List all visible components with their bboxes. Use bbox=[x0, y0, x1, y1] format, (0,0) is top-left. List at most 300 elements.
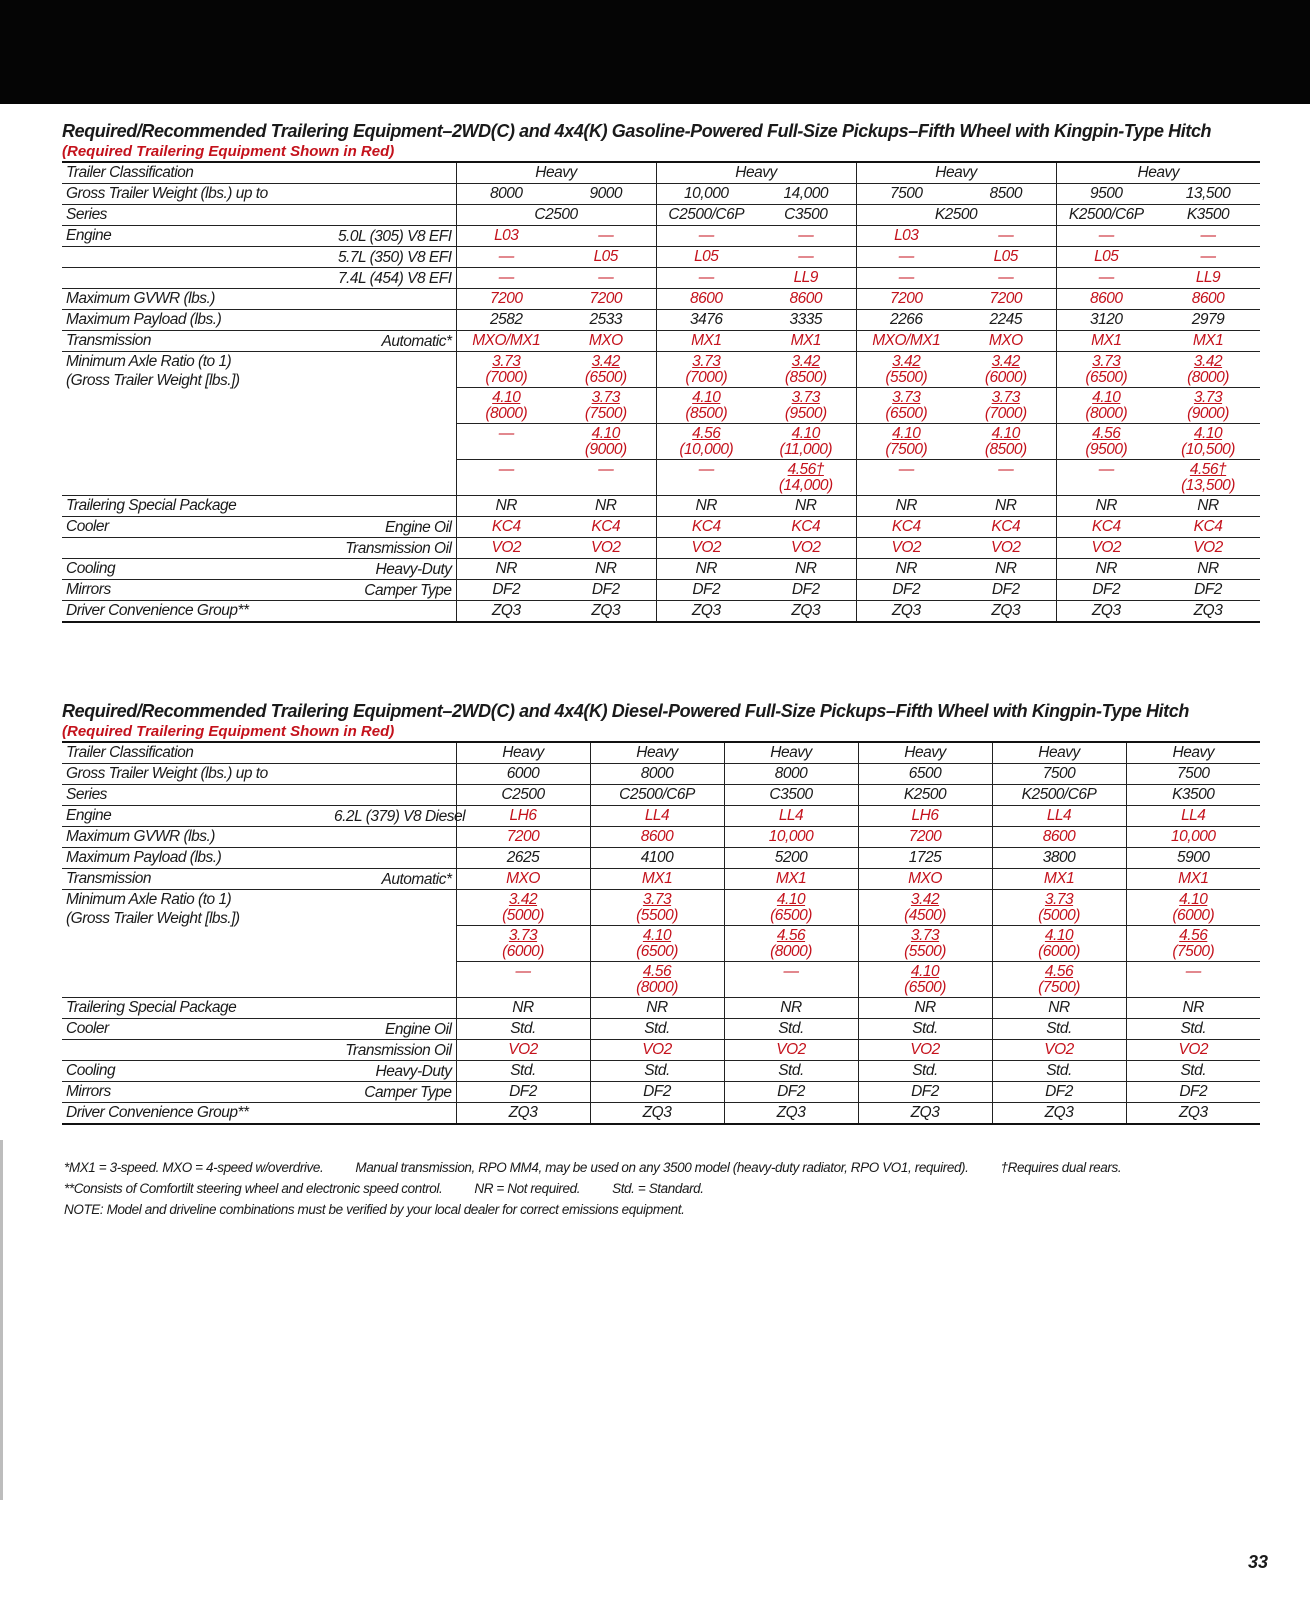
engine-code-cell: — bbox=[556, 268, 656, 289]
gvwr-cell: 7200 bbox=[456, 289, 556, 310]
payload-cell: 1725 bbox=[858, 848, 992, 869]
transmission-cell: MXO/MX1 bbox=[456, 331, 556, 352]
gvwr-cell: 8600 bbox=[992, 827, 1126, 848]
tsp-cell: NR bbox=[756, 496, 856, 517]
tsp-cell: NR bbox=[1126, 998, 1260, 1019]
axle-ratio-weight: (5500) bbox=[904, 943, 946, 960]
row-sublabel: 5.0L (305) V8 EFI bbox=[330, 226, 456, 247]
axle-ratio-weight: (10,000) bbox=[679, 441, 734, 458]
row-sublabel bbox=[330, 785, 456, 806]
row-label: Trailer Classification bbox=[62, 162, 330, 184]
engine-code-cell: L03 bbox=[456, 226, 556, 247]
axle-ratio-cell bbox=[656, 388, 756, 424]
axle-ratio-weight: (6000) bbox=[502, 943, 544, 960]
row-label: Cooler bbox=[62, 1019, 330, 1040]
axle-ratio-cell bbox=[858, 890, 992, 926]
axle-ratio-value: — bbox=[498, 425, 514, 442]
gvwr-cell: 7200 bbox=[856, 289, 956, 310]
payload-cell: 2533 bbox=[556, 310, 656, 331]
trans-oil-cell: VO2 bbox=[856, 538, 956, 559]
row-label: Driver Convenience Group** bbox=[62, 601, 330, 623]
engine-code-cell: L05 bbox=[956, 247, 1056, 268]
row-label: Series bbox=[62, 205, 330, 226]
series-cell: K3500 bbox=[1126, 785, 1260, 806]
footnote-mx: *MX1 = 3-speed. MXO = 4-speed w/overdrive. bbox=[64, 1160, 324, 1175]
mirrors-cell: DF2 bbox=[456, 580, 556, 601]
row-sublabel: Automatic* bbox=[330, 869, 456, 890]
cooling-cell: Std. bbox=[456, 1061, 590, 1082]
payload-cell: 2245 bbox=[956, 310, 1056, 331]
trailer-class-cell: Heavy bbox=[456, 742, 590, 764]
axle-ratio-value: 4.10 bbox=[791, 425, 820, 442]
axle-ratio-value: 4.56 bbox=[642, 963, 672, 980]
trans-oil-cell: VO2 bbox=[590, 1040, 724, 1061]
row-label: Engine bbox=[62, 806, 330, 827]
row-gtw bbox=[62, 764, 1260, 785]
row-label: Trailering Special Package bbox=[62, 496, 330, 517]
engine-oil-cell: KC4 bbox=[956, 517, 1056, 538]
row-engine-5-7 bbox=[62, 247, 1260, 268]
series-cell: C2500/C6P bbox=[656, 205, 756, 226]
series-cell: C3500 bbox=[724, 785, 858, 806]
axle-ratio-cell bbox=[456, 424, 556, 460]
axle-ratio-value: 3.73 bbox=[642, 891, 672, 908]
payload-cell: 2625 bbox=[456, 848, 590, 869]
axle-ratio-cell bbox=[456, 926, 590, 962]
mirrors-cell: DF2 bbox=[1056, 580, 1156, 601]
tsp-cell: NR bbox=[590, 998, 724, 1019]
trailer-class-cell: Heavy bbox=[992, 742, 1126, 764]
axle-ratio-value: 4.10 bbox=[1179, 891, 1208, 908]
axle-ratio-value: 3.73 bbox=[492, 353, 521, 370]
axle-ratio-value: 3.42 bbox=[991, 353, 1020, 370]
tsp-cell: NR bbox=[456, 998, 590, 1019]
axle-ratio-value: 3.73 bbox=[508, 927, 538, 944]
axle-ratio-value: 4.10 bbox=[776, 891, 806, 908]
axle-ratio-cell bbox=[856, 460, 956, 496]
axle-ratio-cell bbox=[1126, 890, 1260, 926]
axle-ratio-stack bbox=[904, 890, 946, 924]
axle-ratio-stack bbox=[885, 352, 927, 386]
row-cooler-engine-oil bbox=[62, 517, 1260, 538]
axle-ratio-value: 4.10 bbox=[692, 389, 721, 406]
trans-oil-cell: VO2 bbox=[858, 1040, 992, 1061]
axle-ratio-value: 3.73 bbox=[591, 389, 620, 406]
engine-oil-cell: KC4 bbox=[1056, 517, 1156, 538]
row-sublabel bbox=[330, 764, 456, 785]
gvwr-cell: 8600 bbox=[756, 289, 856, 310]
axle-ratio-stack bbox=[770, 926, 812, 960]
row-label bbox=[62, 268, 330, 289]
engine-code-cell: — bbox=[956, 268, 1056, 289]
engine-oil-cell: Std. bbox=[992, 1019, 1126, 1040]
axle-ratio-stack bbox=[779, 424, 832, 458]
axle-ratio-cell bbox=[456, 890, 590, 926]
axle-ratio-stack bbox=[904, 926, 946, 960]
row-payload bbox=[62, 310, 1260, 331]
axle-ratio-stack bbox=[1181, 424, 1235, 458]
trans-oil-cell: VO2 bbox=[1156, 538, 1260, 559]
axle-ratio-cell bbox=[556, 424, 656, 460]
series-cell: C2500/C6P bbox=[590, 785, 724, 806]
row-sublabel: Heavy-Duty bbox=[330, 559, 456, 580]
axle-ratio-stack bbox=[1181, 460, 1235, 494]
tsp-cell: NR bbox=[956, 496, 1056, 517]
row-label: Driver Convenience Group** bbox=[62, 1103, 330, 1125]
row-gvwr bbox=[62, 827, 1260, 848]
tsp-cell: NR bbox=[856, 496, 956, 517]
axle-ratio-cell bbox=[590, 926, 724, 962]
axle-ratio-weight: (7000) bbox=[984, 405, 1027, 422]
payload-cell: 5900 bbox=[1126, 848, 1260, 869]
row-label: Gross Trailer Weight (lbs.) up to bbox=[62, 184, 330, 205]
axle-ratio-cell bbox=[1126, 962, 1260, 998]
axle-ratio-stack bbox=[985, 424, 1027, 458]
row-sublabel bbox=[330, 289, 456, 310]
cooling-cell: Std. bbox=[724, 1061, 858, 1082]
row-cooling bbox=[62, 1061, 1260, 1082]
cooling-cell: NR bbox=[656, 559, 756, 580]
axle-ratio-value: 4.56 bbox=[692, 425, 721, 442]
dcg-cell: ZQ3 bbox=[590, 1103, 724, 1125]
dcg-cell: ZQ3 bbox=[656, 601, 756, 623]
axle-ratio-stack bbox=[904, 962, 946, 996]
tsp-cell: NR bbox=[858, 998, 992, 1019]
gtw-cell: 8000 bbox=[724, 764, 858, 785]
axle-ratio-weight: (4500) bbox=[904, 907, 946, 924]
row-dcg bbox=[62, 601, 1260, 623]
row-tsp bbox=[62, 496, 1260, 517]
row-sublabel: Engine Oil bbox=[330, 1019, 456, 1040]
gtw-cell: 7500 bbox=[1126, 764, 1260, 785]
tsp-cell: NR bbox=[1056, 496, 1156, 517]
axle-ratio-value: 4.10 bbox=[1193, 425, 1223, 442]
axle-ratio-weight: (5000) bbox=[1038, 907, 1080, 924]
axle-ratio-stack bbox=[485, 388, 527, 422]
trailer-class-cell: Heavy bbox=[1056, 162, 1260, 184]
axle-ratio-stack bbox=[502, 890, 544, 924]
axle-ratio-cell bbox=[456, 460, 556, 496]
axle-ratio-weight: (6500) bbox=[770, 907, 812, 924]
axle-ratio-cell bbox=[1156, 352, 1260, 388]
row-label: Series bbox=[62, 785, 330, 806]
engine-code-cell: — bbox=[956, 226, 1056, 247]
engine-code-cell: — bbox=[456, 268, 556, 289]
axle-ratio-value: 3.42 bbox=[791, 353, 820, 370]
row-sublabel bbox=[330, 998, 456, 1019]
row-mirrors bbox=[62, 580, 1260, 601]
axle-ratio-value: 4.10 bbox=[910, 963, 940, 980]
dcg-cell: ZQ3 bbox=[1126, 1103, 1260, 1125]
dcg-cell: ZQ3 bbox=[956, 601, 1056, 623]
gtw-cell: 8500 bbox=[956, 184, 1056, 205]
axle-ratio-stack bbox=[1085, 388, 1127, 422]
gtw-cell: 7500 bbox=[992, 764, 1126, 785]
footnote-line-2 bbox=[64, 1178, 1264, 1199]
axle-ratio-cell bbox=[724, 926, 858, 962]
engine-code-cell: — bbox=[1156, 247, 1260, 268]
axle-ratio-stack bbox=[1187, 388, 1229, 422]
row-sublabel: 5.7L (350) V8 EFI bbox=[330, 247, 456, 268]
row-label: Transmission bbox=[62, 869, 330, 890]
trailer-class-cell: Heavy bbox=[1126, 742, 1260, 764]
axle-ratio-cell bbox=[756, 388, 856, 424]
gasoline-section bbox=[62, 120, 1260, 623]
axle-ratio-value: — bbox=[598, 461, 614, 478]
axle-ratio-stack bbox=[1172, 890, 1214, 924]
engine-code-cell: — bbox=[656, 226, 756, 247]
row-series bbox=[62, 785, 1260, 806]
cooling-cell: Std. bbox=[1126, 1061, 1260, 1082]
mirrors-cell: DF2 bbox=[724, 1082, 858, 1103]
axle-ratio-weight: (6500) bbox=[584, 369, 627, 386]
dcg-cell: ZQ3 bbox=[556, 601, 656, 623]
gasoline-spec-table bbox=[62, 161, 1260, 623]
axle-ratio-weight: (14,000) bbox=[778, 477, 833, 494]
axle-ratio-value: 4.56† bbox=[1189, 461, 1227, 478]
axle-ratio-weight: (6000) bbox=[1172, 907, 1215, 924]
axle-ratio-value: 4.10 bbox=[591, 425, 620, 442]
row-sublabel bbox=[330, 1103, 456, 1125]
trailer-class-cell: Heavy bbox=[724, 742, 858, 764]
axle-ratio-value: — bbox=[783, 963, 799, 980]
trans-oil-cell: VO2 bbox=[956, 538, 1056, 559]
engine-oil-cell: Std. bbox=[1126, 1019, 1260, 1040]
row-sublabel: Transmission Oil bbox=[330, 1040, 456, 1061]
dcg-cell: ZQ3 bbox=[456, 601, 556, 623]
row-label bbox=[62, 538, 330, 559]
axle-ratio-value: 3.73 bbox=[791, 389, 820, 406]
mirrors-cell: DF2 bbox=[858, 1082, 992, 1103]
axle-ratio-weight: (5500) bbox=[885, 369, 928, 386]
footnote-line-1 bbox=[64, 1157, 1264, 1178]
axle-ratio-value: — bbox=[698, 461, 714, 478]
diesel-section bbox=[62, 700, 1260, 1125]
axle-ratio-cell bbox=[856, 424, 956, 460]
axle-ratio-weight: (8000) bbox=[1085, 405, 1128, 422]
axle-ratio-value: 4.56 bbox=[1092, 425, 1121, 442]
transmission-cell: MX1 bbox=[1056, 331, 1156, 352]
cooling-cell: NR bbox=[1056, 559, 1156, 580]
trailer-class-cell: Heavy bbox=[856, 162, 1056, 184]
gtw-cell: 8000 bbox=[456, 184, 556, 205]
axle-ratio-weight: (7500) bbox=[1038, 979, 1080, 996]
axle-ratio-value: 4.10 bbox=[892, 425, 921, 442]
transmission-cell: MXO/MX1 bbox=[856, 331, 956, 352]
row-sublabel bbox=[330, 848, 456, 869]
axle-ratio-stack bbox=[585, 388, 627, 422]
engine-code-cell: — bbox=[1056, 226, 1156, 247]
series-cell: C3500 bbox=[756, 205, 856, 226]
gtw-cell: 9500 bbox=[1056, 184, 1156, 205]
gvwr-cell: 10,000 bbox=[1126, 827, 1260, 848]
axle-ratio-cell bbox=[456, 388, 556, 424]
transmission-cell: MXO bbox=[956, 331, 1056, 352]
series-cell: C2500 bbox=[456, 785, 590, 806]
payload-cell: 3476 bbox=[656, 310, 756, 331]
axle-ratio-weight: (6500) bbox=[1085, 369, 1128, 386]
dcg-cell: ZQ3 bbox=[856, 601, 956, 623]
axle-ratio-cell bbox=[858, 926, 992, 962]
axle-ratio-value: 3.73 bbox=[1193, 389, 1223, 406]
trans-oil-cell: VO2 bbox=[724, 1040, 858, 1061]
cooling-cell: Std. bbox=[992, 1061, 1126, 1082]
row-label: Cooling bbox=[62, 1061, 330, 1082]
engine-code-cell: LL4 bbox=[1126, 806, 1260, 827]
engine-code-cell: LL9 bbox=[756, 268, 856, 289]
axle-ratio-label: Minimum Axle Ratio (to 1) bbox=[66, 353, 232, 370]
axle-ratio-stack bbox=[585, 352, 627, 386]
mirrors-cell: DF2 bbox=[992, 1082, 1126, 1103]
row-sublabel bbox=[330, 310, 456, 331]
axle-ratio-weight: (7000) bbox=[685, 369, 728, 386]
axle-ratio-stack bbox=[679, 424, 733, 458]
row-engine-5-0 bbox=[62, 226, 1260, 247]
row-sublabel: Heavy-Duty bbox=[330, 1061, 456, 1082]
dcg-cell: ZQ3 bbox=[1056, 601, 1156, 623]
series-cell: K3500 bbox=[1156, 205, 1260, 226]
row-sublabel bbox=[330, 205, 456, 226]
row-mirrors bbox=[62, 1082, 1260, 1103]
engine-code-cell: LH6 bbox=[858, 806, 992, 827]
axle-ratio-cell bbox=[1056, 424, 1156, 460]
row-label: Mirrors bbox=[62, 580, 330, 601]
gtw-cell: 9000 bbox=[556, 184, 656, 205]
axle-ratio-stack bbox=[1085, 424, 1127, 458]
axle-ratio-cell bbox=[556, 388, 656, 424]
row-cooler-engine-oil bbox=[62, 1019, 1260, 1040]
footnotes bbox=[64, 1157, 1264, 1220]
engine-code-cell: LL4 bbox=[724, 806, 858, 827]
series-cell: K2500 bbox=[856, 205, 1056, 226]
trailer-class-cell: Heavy bbox=[858, 742, 992, 764]
axle-ratio-cell bbox=[756, 424, 856, 460]
axle-ratio-cell bbox=[956, 424, 1056, 460]
row-cooler-trans-oil bbox=[62, 538, 1260, 559]
row-trailer-class bbox=[62, 162, 1260, 184]
row-sublabel bbox=[330, 601, 456, 623]
gasoline-table-title: Required/Recommended Trailering Equipment–2WD(C) and 4x4(K) Gasoline-Powered Full-Size Pickups–Fifth Wheel with Kingpin-Type Hitch bbox=[62, 121, 1212, 141]
mirrors-cell: DF2 bbox=[456, 1082, 590, 1103]
axle-ratio-cell bbox=[858, 962, 992, 998]
dcg-cell: ZQ3 bbox=[756, 601, 856, 623]
axle-ratio-stack bbox=[985, 352, 1027, 386]
axle-ratio-cell bbox=[956, 388, 1056, 424]
engine-code-cell: — bbox=[856, 247, 956, 268]
gtw-cell: 14,000 bbox=[756, 184, 856, 205]
axle-ratio-cell bbox=[756, 352, 856, 388]
row-label bbox=[62, 1040, 330, 1061]
engine-code-cell: L05 bbox=[1056, 247, 1156, 268]
gvwr-cell: 7200 bbox=[556, 289, 656, 310]
row-tsp bbox=[62, 998, 1260, 1019]
dcg-cell: ZQ3 bbox=[858, 1103, 992, 1125]
axle-ratio-cell bbox=[1156, 460, 1260, 496]
row-label bbox=[62, 890, 456, 998]
engine-oil-cell: KC4 bbox=[656, 517, 756, 538]
axle-ratio-value: 4.56 bbox=[1044, 963, 1074, 980]
axle-ratio-stack bbox=[636, 926, 678, 960]
axle-ratio-value: 3.42 bbox=[591, 353, 620, 370]
row-label: Transmission bbox=[62, 331, 330, 352]
footnote-manual: Manual transmission, RPO MM4, may be used on any 3500 model (heavy-duty radiator, RPO VO1, required). bbox=[355, 1160, 969, 1175]
gtw-cell: 6000 bbox=[456, 764, 590, 785]
axle-ratio-cell bbox=[656, 352, 756, 388]
engine-code-cell: L05 bbox=[556, 247, 656, 268]
row-label: Trailer Classification bbox=[62, 742, 330, 764]
engine-oil-cell: Std. bbox=[456, 1019, 590, 1040]
axle-ratio-value: — bbox=[898, 461, 914, 478]
axle-ratio-stack bbox=[1172, 926, 1214, 960]
axle-ratio-sublabel: (Gross Trailer Weight [lbs.]) bbox=[66, 372, 240, 389]
mirrors-cell: DF2 bbox=[756, 580, 856, 601]
cooling-cell: NR bbox=[856, 559, 956, 580]
page-number: 33 bbox=[1248, 1552, 1269, 1572]
axle-ratio-cell bbox=[1056, 352, 1156, 388]
cooling-cell: NR bbox=[956, 559, 1056, 580]
trans-oil-cell: VO2 bbox=[1126, 1040, 1260, 1061]
axle-ratio-value: — bbox=[498, 461, 514, 478]
axle-ratio-sublabel: (Gross Trailer Weight [lbs.]) bbox=[66, 910, 240, 927]
payload-cell: 2266 bbox=[856, 310, 956, 331]
row-label: Cooling bbox=[62, 559, 330, 580]
axle-ratio-value: — bbox=[1185, 963, 1201, 980]
footnote-emissions-note: NOTE: Model and driveline combinations must be verified by your local dealer for correct emissions equipment. bbox=[64, 1202, 685, 1217]
row-cooling bbox=[62, 559, 1260, 580]
axle-ratio-cell bbox=[992, 962, 1126, 998]
axle-ratio-weight: (8500) bbox=[784, 369, 827, 386]
axle-ratio-stack bbox=[885, 388, 927, 422]
row-label bbox=[62, 352, 456, 496]
tsp-cell: NR bbox=[456, 496, 556, 517]
axle-ratio-weight: (10,500) bbox=[1181, 441, 1235, 458]
axle-ratio-label: Minimum Axle Ratio (to 1) bbox=[66, 891, 232, 908]
row-sublabel: Camper Type bbox=[330, 580, 456, 601]
mirrors-cell: DF2 bbox=[856, 580, 956, 601]
axle-ratio-cell bbox=[590, 962, 724, 998]
axle-ratio-weight: (9500) bbox=[1085, 441, 1128, 458]
axle-ratio-cell bbox=[856, 388, 956, 424]
axle-ratio-value: 3.42 bbox=[910, 891, 940, 908]
payload-cell: 2582 bbox=[456, 310, 556, 331]
trans-oil-cell: VO2 bbox=[556, 538, 656, 559]
gvwr-cell: 10,000 bbox=[724, 827, 858, 848]
axle-ratio-weight: (7500) bbox=[885, 441, 928, 458]
payload-cell: 3335 bbox=[756, 310, 856, 331]
gvwr-cell: 8600 bbox=[656, 289, 756, 310]
axle-ratio-weight: (8500) bbox=[685, 405, 728, 422]
engine-code-cell: LH6 bbox=[456, 806, 590, 827]
axle-ratio-value: 3.73 bbox=[910, 927, 940, 944]
engine-code-cell: L05 bbox=[656, 247, 756, 268]
row-trailer-class bbox=[62, 742, 1260, 764]
row-sublabel: Camper Type bbox=[330, 1082, 456, 1103]
cooling-cell: NR bbox=[456, 559, 556, 580]
tsp-cell: NR bbox=[1156, 496, 1260, 517]
axle-ratio-stack bbox=[779, 460, 833, 494]
axle-ratio-cell bbox=[656, 424, 756, 460]
axle-ratio-cell bbox=[992, 890, 1126, 926]
axle-ratio-stack bbox=[785, 388, 827, 422]
axle-ratio-weight: (9000) bbox=[584, 441, 627, 458]
axle-ratio-value: 3.42 bbox=[508, 891, 538, 908]
row-sublabel bbox=[330, 162, 456, 184]
row-label: Maximum GVWR (lbs.) bbox=[62, 827, 330, 848]
axle-ratio-cell bbox=[656, 460, 756, 496]
trailer-class-cell: Heavy bbox=[590, 742, 724, 764]
axle-ratio-cell bbox=[956, 352, 1056, 388]
axle-ratio-stack bbox=[1187, 352, 1229, 386]
